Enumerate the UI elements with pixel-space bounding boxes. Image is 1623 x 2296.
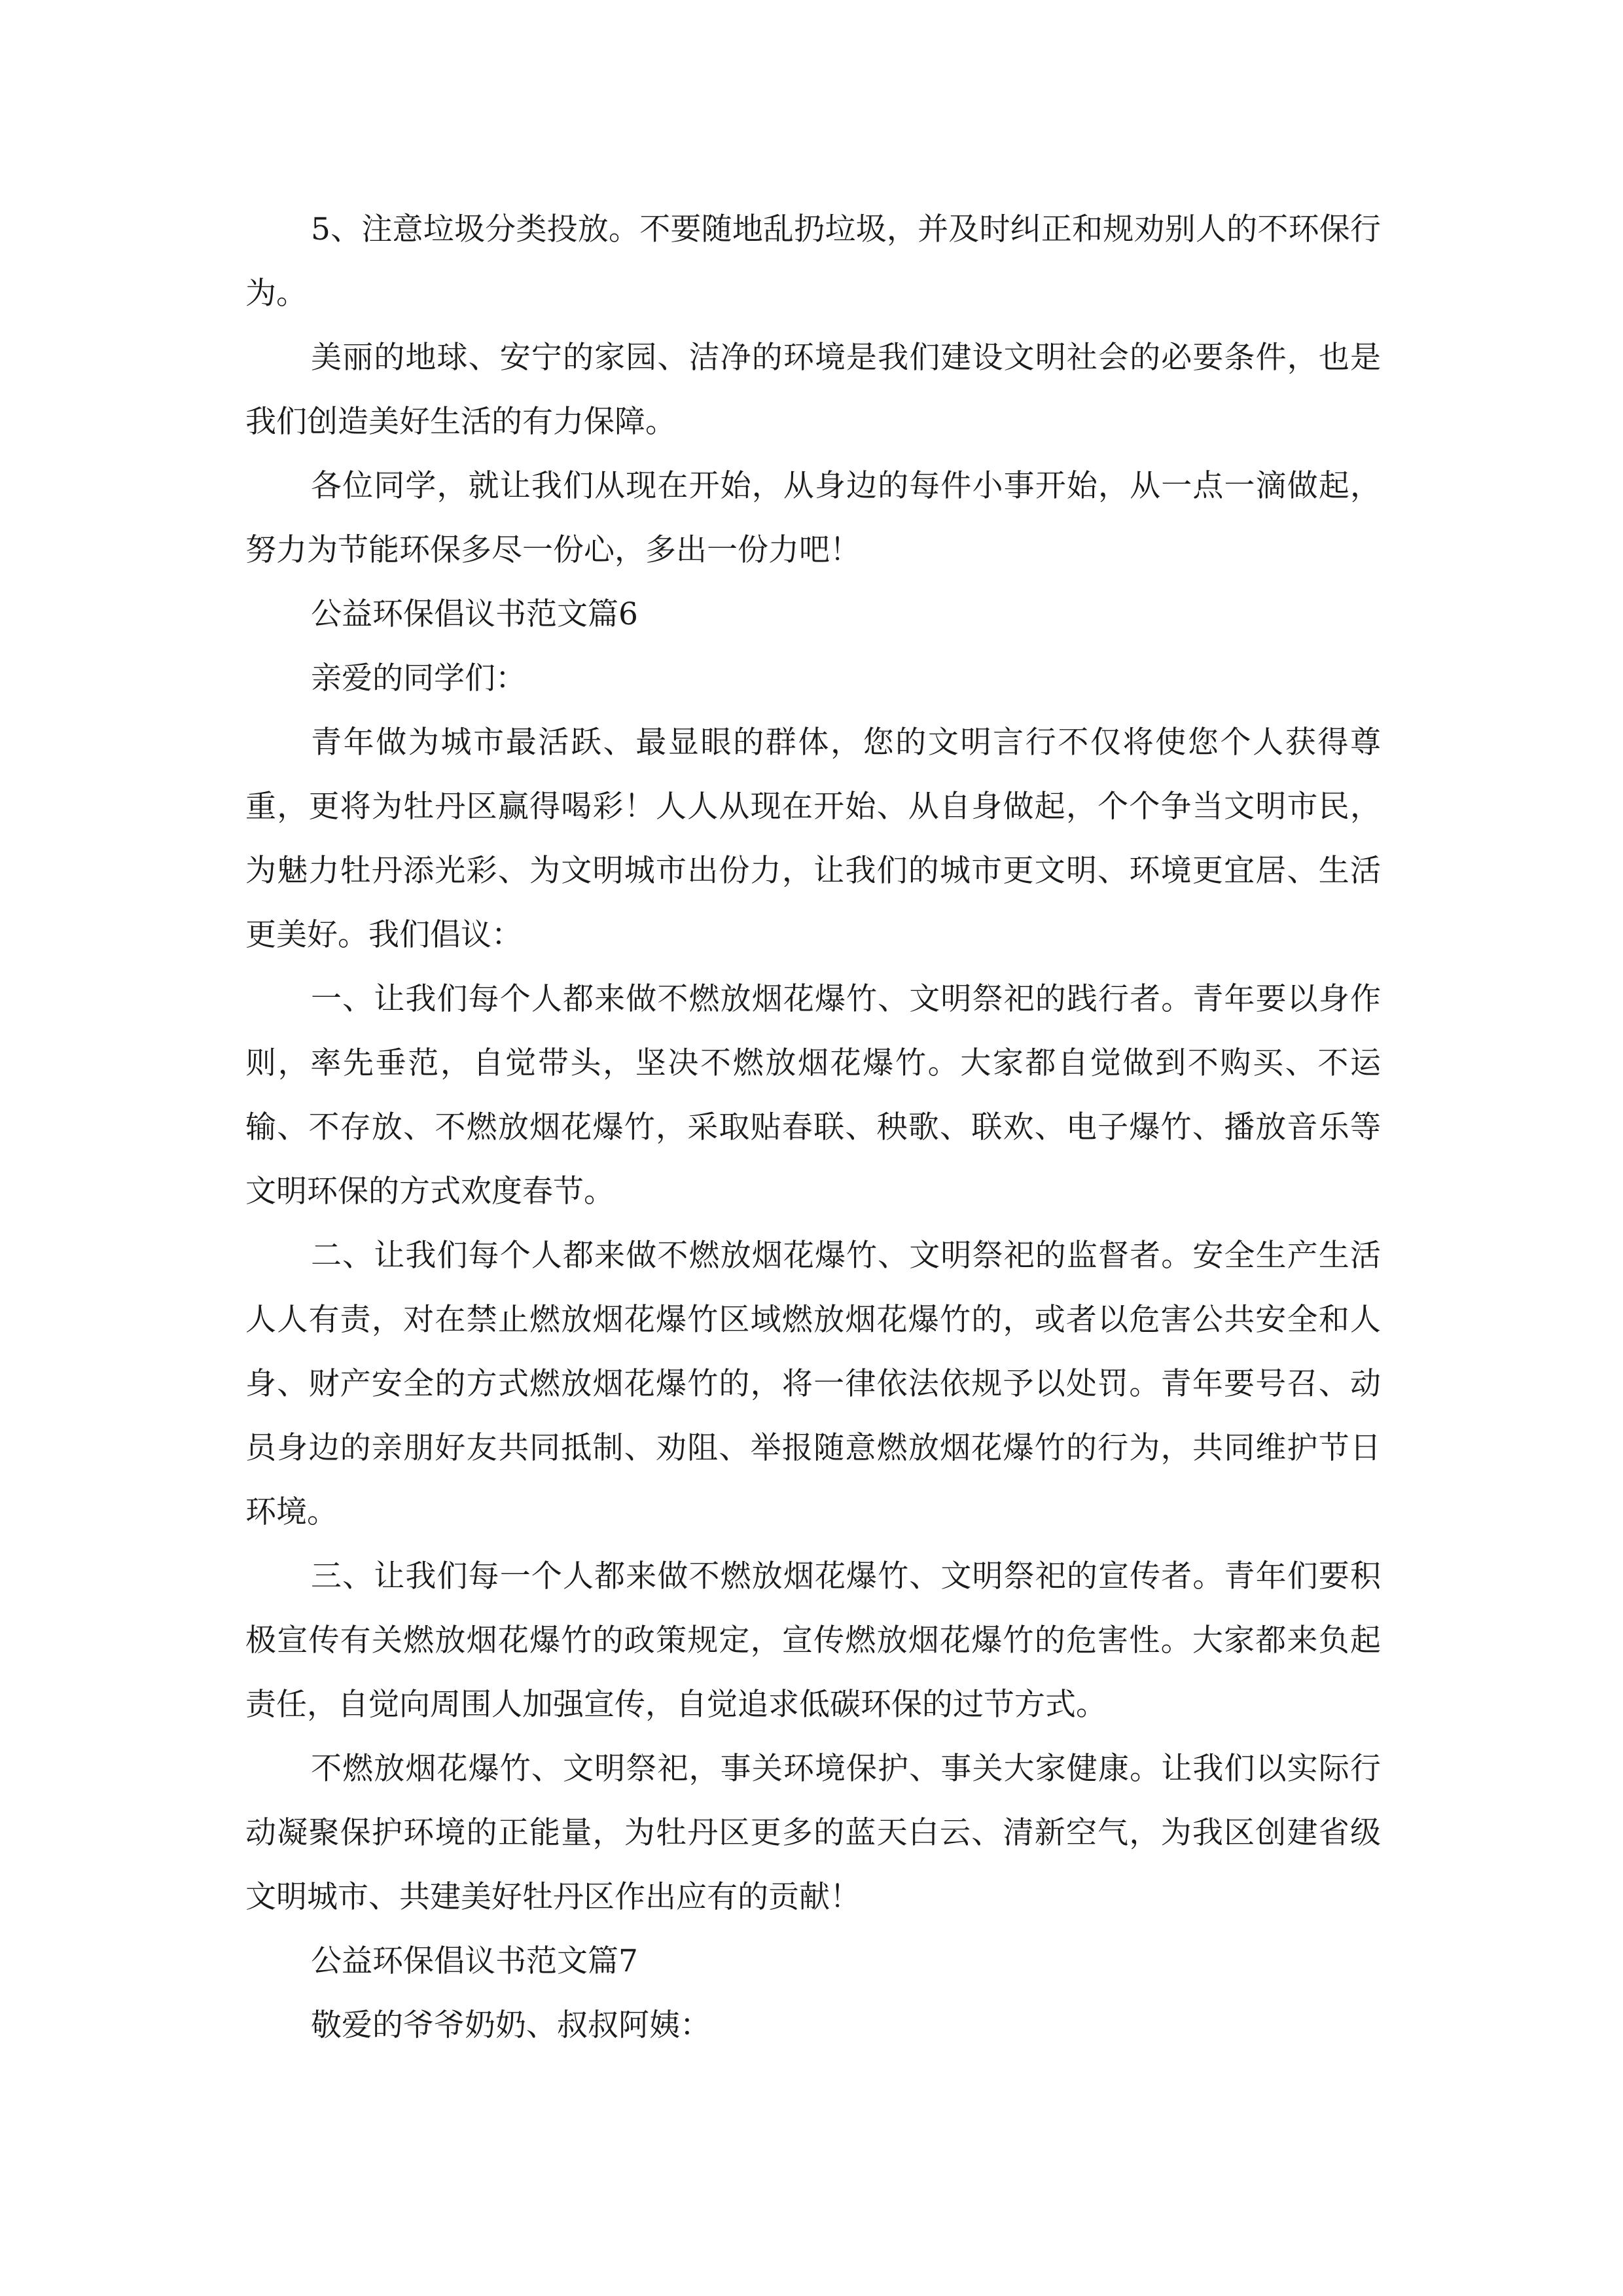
paragraph-youth-intro: 青年做为城市最活跃、最显眼的群体，您的文明言行不仅将使您个人获得尊重，更将为牡丹区赢得喝彩！人人从现在开始、从自身做起，个个争当文明市民，为魅力牡丹添光彩、为文明城市出份力，让我们的城市更文明、环境更宜居、生活更美好。我们倡议： [245, 725, 1381, 953]
paragraph-item-three: 三、让我们每一个人都来做不燃放烟花爆竹、文明祭祀的宣传者。青年们要积极宣传有关燃放烟花爆竹的政策规定，宣传燃放烟花爆竹的危害性。大家都来负起责任，自觉向周围人加强宣传，自觉追求低碳环保的过节方式。 [245, 1558, 1381, 1723]
salutation-elders: 敬爱的爷爷奶奶、叔叔阿姨： [311, 2007, 711, 2043]
paragraph-garbage-sorting: 5、注意垃圾分类投放。不要随地乱扔垃圾，并及时纠正和规劝别人的不环保行为。 [245, 211, 1381, 312]
section-heading-7: 公益环保倡议书范文篇7 [311, 1943, 638, 1979]
paragraph-item-two: 二、让我们每个人都来做不燃放烟花爆竹、文明祭祀的监督者。安全生产生活人人有责，对在禁止燃放烟花爆竹区域燃放烟花爆竹的，或者以危害公共安全和人身、财产安全的方式燃放烟花爆竹的，将一律依法依规予以处罚。青年要号召、动员身边的亲朋好友共同抵制、劝阻、举报随意燃放烟花爆竹的行为，共同维护节日环境。 [245, 1238, 1381, 1530]
paragraph-beautiful-earth: 美丽的地球、安宁的家园、洁净的环境是我们建设文明社会的必要条件，也是我们创造美好生活的有力保障。 [245, 340, 1381, 440]
salutation-students: 亲爱的同学们： [311, 660, 526, 696]
section-heading-6: 公益环保倡议书范文篇6 [311, 596, 638, 632]
paragraph-call-to-students: 各位同学，就让我们从现在开始，从身边的每件小事开始，从一点一滴做起，努力为节能环保多尽一份心，多出一份力吧！ [245, 468, 1381, 568]
paragraph-closing: 不燃放烟花爆竹、文明祭祀，事关环境保护、事关大家健康。让我们以实际行动凝聚保护环境的正能量，为牡丹区更多的蓝天白云、清新空气，为我区创建省级文明城市、共建美好牡丹区作出应有的贡献！ [245, 1751, 1381, 1915]
document-body [245, 198, 1381, 2058]
paragraph-item-one: 一、让我们每个人都来做不燃放烟花爆竹、文明祭祀的践行者。青年要以身作则，率先垂范，自觉带头，坚决不燃放烟花爆竹。大家都自觉做到不购买、不运输、不存放、不燃放烟花爆竹，采取贴春联、秧歌、联欢、电子爆竹、播放音乐等文明环保的方式欢度春节。 [245, 981, 1381, 1210]
